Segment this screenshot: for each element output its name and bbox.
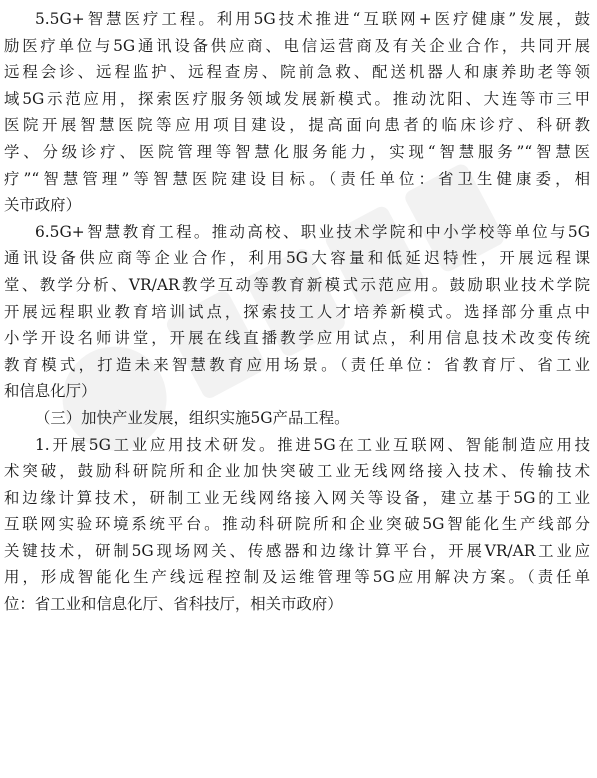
text-line: 励医疗单位与5G通讯设备供应商、电信运营商及有关企业合作，共同开展 [4, 36, 590, 55]
text-line: 域5G示范应用，探索医疗服务领域发展新模式。推动沈阳、大连等市三甲 [4, 89, 590, 108]
text-line: 关键技术，研制5G现场网关、传感器和边缘计算平台，开展VR/AR工业应 [4, 541, 590, 560]
text-line: 和信息化厅） [4, 382, 97, 401]
text-line: 5.5G+智慧医疗工程。利用5G技术推进“互联网+医疗健康”发展，鼓 [35, 10, 590, 28]
text-line: 通讯设备供应商等企业合作，利用5G大容量和低延迟特性，开展远程课 [4, 249, 590, 268]
text-line: 用，形成智能化生产线远程控制及运维管理等5G应用解决方案。（责任单 [4, 568, 590, 587]
text-line: 术突破，鼓励科研院所和企业加快突破工业无线网络接入技术、传输技术 [4, 462, 590, 481]
text-line: 互联网实验环境系统平台。推动科研院所和企业突破5G智能化生产线部分 [4, 515, 590, 534]
paragraph-5g-smart-education [4, 219, 590, 405]
text-line: 远程会诊、远程监护、远程查房、院前急救、配送机器人和康养助老等领 [4, 63, 590, 82]
text-line: 关市政府） [4, 196, 81, 215]
text-line: 6.5G+智慧教育工程。推动高校、职业技术学院和中小学校等单位与5G [35, 222, 590, 241]
document-body [4, 6, 590, 618]
text-line: 小学开设名师讲堂，开展在线直播教学应用试点，利用信息技术改变传统 [4, 329, 590, 348]
text-line: 堂、教学分析、VR/AR教学互动等教育新模式示范应用。鼓励职业技术学院 [4, 275, 590, 294]
paragraph-5g-smart-medical [4, 6, 590, 219]
text-line: 1.开展5G工业应用技术研发。推进5G在工业互联网、智能制造应用技 [35, 435, 590, 454]
text-line: 和边缘计算技术，研制工业无线网络接入网关等设备，建立基于5G的工业 [4, 488, 590, 507]
text-line: 位：省工业和信息化厅、省科技厅，相关市政府） [4, 595, 343, 614]
text-line: 教育模式，打造未来智慧教育应用场景。（责任单位：省教育厅、省工业 [4, 355, 590, 374]
paragraph-5g-industrial-rd [4, 432, 590, 618]
text-line: 学、分级诊疗、医院管理等智慧化服务能力，实现“智慧服务”“智慧医 [4, 142, 590, 161]
section-title: （三）加快产业发展，组织实施5G产品工程。 [35, 408, 350, 427]
text-line: 医院开展智慧医院等应用项目建设，提高面向患者的临床诊疗、科研教 [4, 116, 590, 135]
text-line: 疗”“智慧管理”等智慧医院建设目标。（责任单位：省卫生健康委，相 [4, 169, 590, 188]
section-heading-3 [4, 405, 590, 432]
text-line: 开展远程职业教育培训试点，探索技工人才培养新模式。选择部分重点中 [4, 302, 590, 321]
